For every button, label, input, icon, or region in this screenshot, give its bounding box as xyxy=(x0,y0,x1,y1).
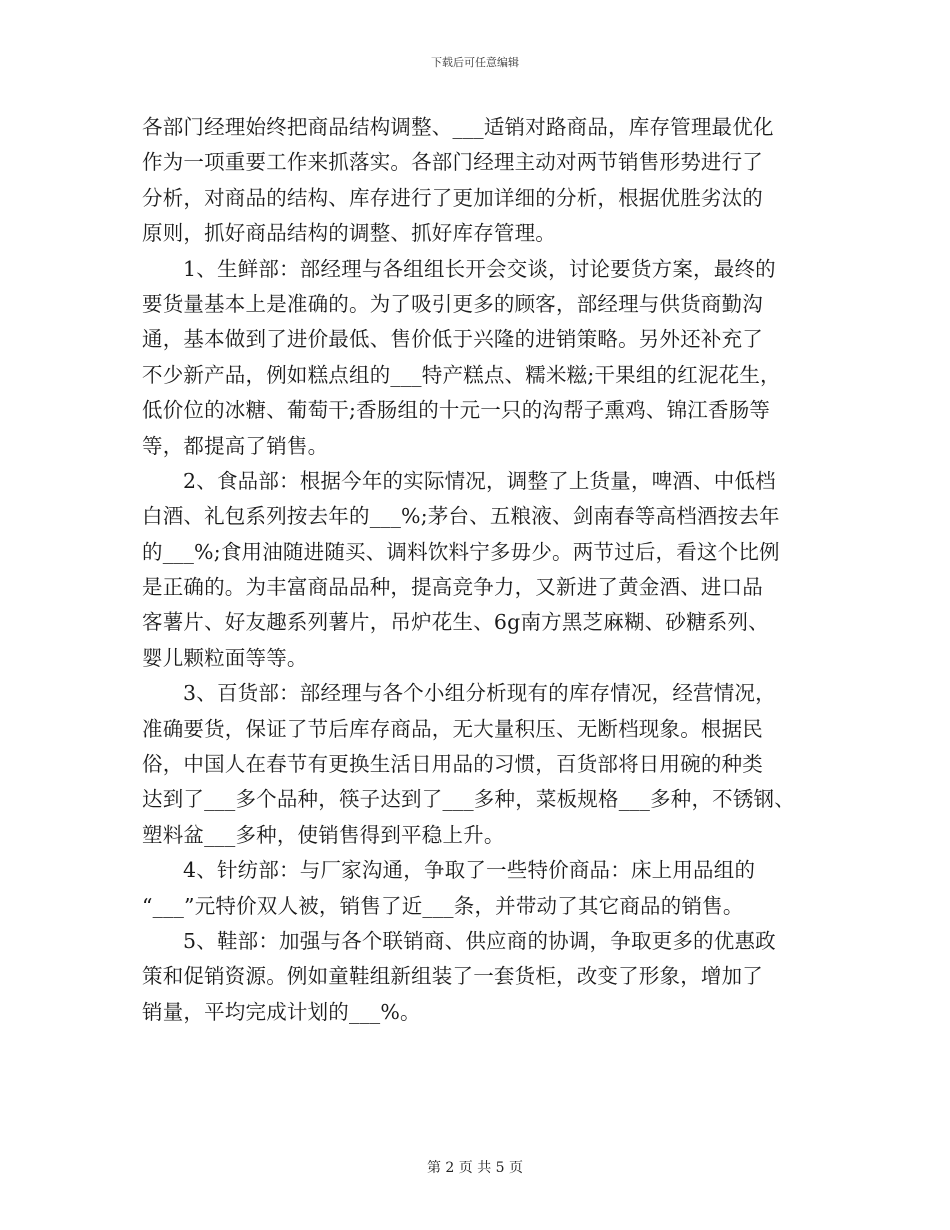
text-line: 的___%;食用油随进随买、调料饮料宁多毋少。两节过后，看这个比例 xyxy=(142,539,780,564)
text-line: 分析，对商品的结构、库存进行了更加详细的分析，根据优胜劣汰的 xyxy=(142,185,763,210)
text-line: 客薯片、好友趣系列薯片，吊炉花生、6g南方黑芝麻糊、砂糖系列、 xyxy=(142,610,769,635)
text-line: 各部门经理始终把商品结构调整、___适销对路商品，库存管理最优化 xyxy=(142,115,774,139)
section-fresh-heading-line: 1、生鲜部：部经理与各组组长开会交谈，讨论要货方案，最终的 xyxy=(183,256,776,281)
text-line: 塑料盆___多种，使销售得到平稳上升。 xyxy=(142,822,505,847)
text-line: 准确要货，保证了节后库存商品，无大量积压、无断档现象。根据民 xyxy=(142,716,763,741)
section-textile-heading-line: 4、针纺部：与厂家沟通，争取了一些特价商品：床上用品组的 xyxy=(183,858,756,883)
text-line: 达到了___多个品种，筷子达到了___多种，菜板规格___多种，不锈钢、 xyxy=(142,787,795,812)
text-line: 是正确的。为丰富商品品种，提高竞争力，又新进了黄金酒、进口品 xyxy=(142,575,763,600)
text-line: 销量，平均完成计划的___%。 xyxy=(142,999,421,1024)
section-food-heading-line: 2、食品部：根据今年的实际情况，调整了上货量，啤酒、中低档 xyxy=(183,468,776,493)
text-line: 要货量基本上是准确的。为了吸引更多的顾客，部经理与供货商勤沟 xyxy=(142,291,763,316)
text-line: 白酒、礼包系列按去年的___%;茅台、五粮液、剑南春等高档酒按去年 xyxy=(142,504,780,529)
text-line: 作为一项重要工作来抓落实。各部门经理主动对两节销售形势进行了 xyxy=(142,150,763,175)
text-line: 俗，中国人在春节有更换生活日用品的习惯，百货部将日用碗的种类 xyxy=(142,752,763,777)
text-line: “___”元特价双人被，销售了近___条，并带动了其它商品的销售。 xyxy=(142,893,744,918)
text-line: 策和促销资源。例如童鞋组新组装了一套货柜，改变了形象，增加了 xyxy=(142,964,763,989)
text-line: 等，都提高了销售。 xyxy=(142,433,329,458)
section-shoes-heading-line: 5、鞋部：加强与各个联销商、供应商的协调，争取更多的优惠政 xyxy=(183,928,776,953)
text-line: 低价位的冰糖、葡萄干;香肠组的十元一只的沟帮子熏鸡、锦江香肠等 xyxy=(142,398,771,423)
section-general-goods-heading-line: 3、百货部：部经理与各个小组分析现有的库存情况，经营情况， xyxy=(183,681,776,706)
text-line: 通，基本做到了进价最低、售价低于兴隆的进销策略。另外还补充了 xyxy=(142,327,763,352)
text-line: 原则，抓好商品结构的调整、抓好库存管理。 xyxy=(142,221,556,246)
page-header-note: 下载后可任意编辑 xyxy=(431,56,519,69)
document-body xyxy=(142,110,818,1030)
text-line: 不少新产品，例如糕点组的___特产糕点、糯米糍;干果组的红泥花生， xyxy=(142,362,781,387)
text-line: 婴儿颗粒面等等。 xyxy=(142,645,308,670)
page-number: 第 2 页 共 5 页 xyxy=(426,1160,524,1176)
